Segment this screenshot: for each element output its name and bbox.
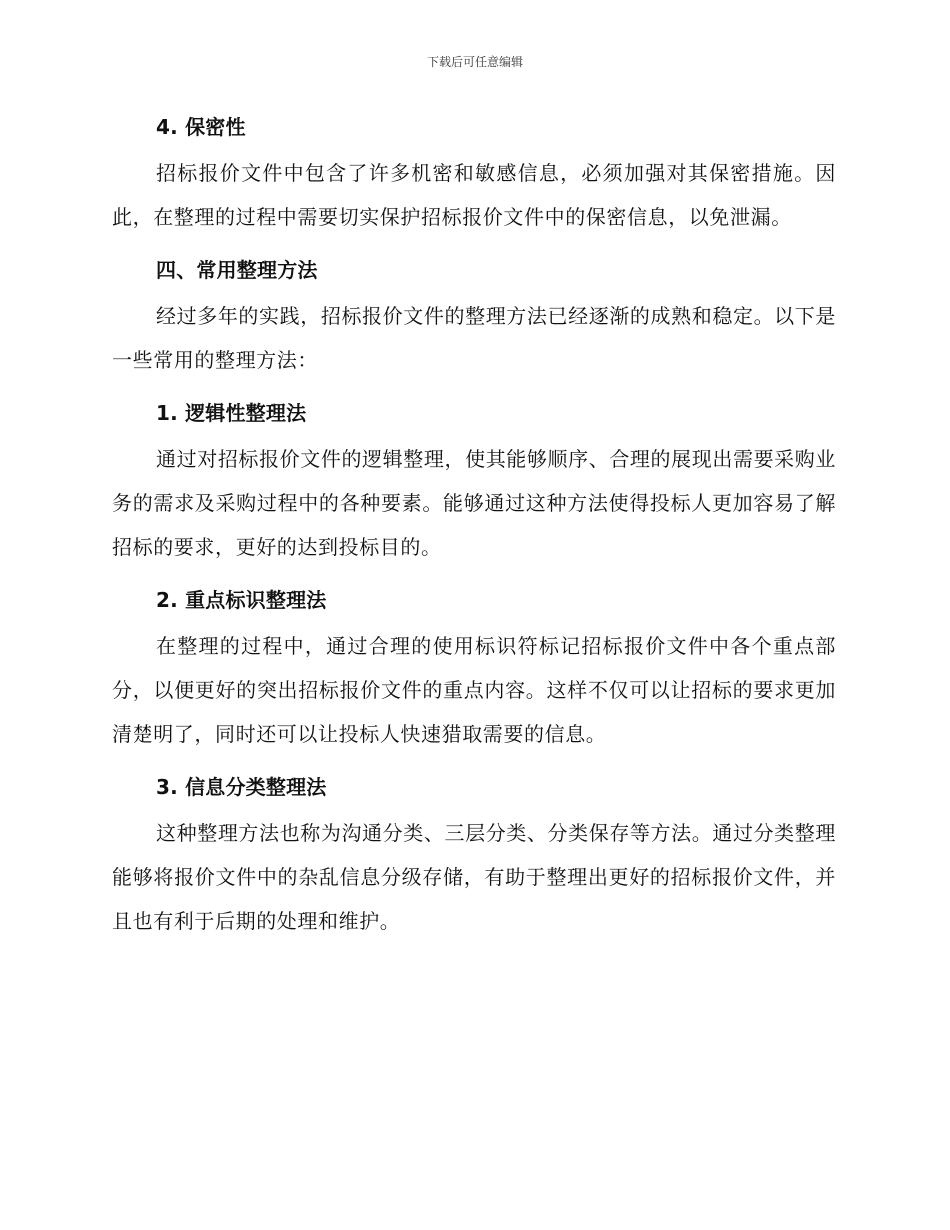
section-paragraph-key-marking-method: 在整理的过程中，通过合理的使用标识符标记招标报价文件中各个重点部分，以便更好的突出招标报价文件的重点内容。这样不仅可以让招标的要求更加清楚明了，同时还可以让投标人快速猎取需要的信息。 [112,634,836,746]
section-heading-logical-method: 1. 逻辑性整理法 [156,401,307,425]
section-paragraph-logical-method: 通过对招标报价文件的逻辑整理，使其能够顺序、合理的展现出需要采购业务的需求及采购过程中的各种要素。能够通过这种方法使得投标人更加容易了解招标的要求，更好的达到投标目的。 [112,447,836,559]
section-heading-confidentiality: 4. 保密性 [156,115,246,139]
section-paragraph-common-methods: 经过多年的实践，招标报价文件的整理方法已经逐渐的成熟和稳定。以下是一些常用的整理方法： [112,304,836,372]
document-body [112,104,836,943]
section-heading-common-methods: 四、常用整理方法 [156,258,318,282]
page-header: 下载后可任意编辑 [426,55,523,69]
section-heading-classification-method: 3. 信息分类整理法 [156,775,327,799]
section-paragraph-confidentiality: 招标报价文件中包含了许多机密和敏感信息，必须加强对其保密措施。因此，在整理的过程中需要切实保护招标报价文件中的保密信息，以免泄漏。 [112,161,836,229]
section-heading-key-marking-method: 2. 重点标识整理法 [156,588,327,612]
section-paragraph-classification-method: 这种整理方法也称为沟通分类、三层分类、分类保存等方法。通过分类整理能够将报价文件中的杂乱信息分级存储，有助于整理出更好的招标报价文件，并且也有利于后期的处理和维护。 [112,821,836,933]
